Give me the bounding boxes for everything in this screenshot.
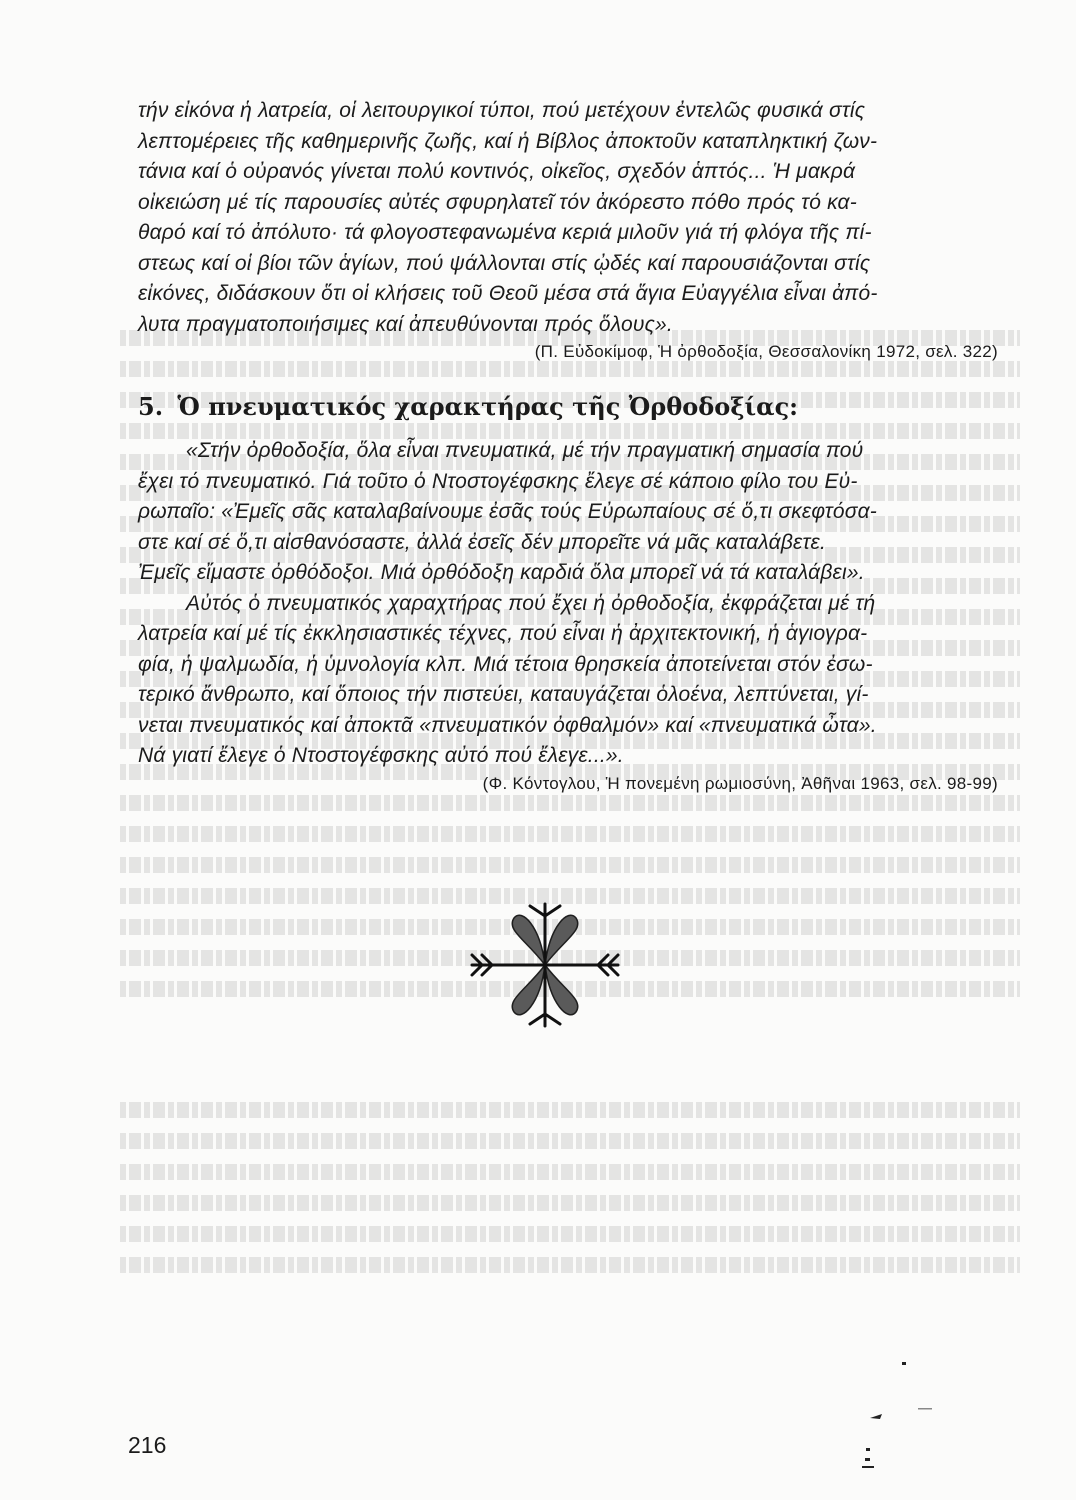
text-line: λατρεία καί μέ τίς ἐκκλησιαστικές τέχνες, πού εἶναι ἡ ἀρχιτεκτονική, ἡ ἁγιογρα- [138, 622, 868, 645]
page-number: 216 [128, 1432, 167, 1458]
quote-paragraph-kontoglou [138, 436, 998, 794]
text-line: Ἐμεῖς εἴμαστε ὀρθόδοξοι. Μιά ὀρθόδοξη καρδιά ὅλα μπορεῖ νά τά καταλάβει». [138, 561, 865, 584]
section-heading [138, 392, 798, 421]
cross-flower-ornament-icon [466, 900, 624, 1030]
citation-evdokimov: (Π. Εὐδοκίμοφ, Ἡ ὀρθοδοξία, Θεσσαλονίκη 1972, σελ. 322) [534, 342, 998, 361]
section-number: 5. [138, 392, 164, 421]
text-line: στεως καί οἱ βίοι τῶν ἁγίων, πού ψάλλονται στίς ᾠδές καί παρουσιάζονται στίς [138, 251, 871, 275]
text-line: τάνια καί ὁ οὐρανός γίνεται πολύ κοντινός, οἰκεῖος, σχεδόν ἁπτός... Ἡ μακρά [138, 160, 856, 183]
text-line: φία, ἡ ψαλμωδία, ἡ ὑμνολογία κλπ. Μιά τέτοια θρησκεία ἀποτείνεται στόν ἐσω- [138, 652, 873, 676]
text-line: εἰκόνες, διδάσκουν ὅτι οἱ κλήσεις τοῦ Θεοῦ μέσα στά ἅγια Εὐαγγέλια εἶναι ἀπό- [138, 282, 878, 305]
page-marks-decoration [860, 1360, 940, 1470]
text-line: λεπτομέρειες τῆς καθημερινῆς ζωῆς, καί ἡ Βίβλος ἀποκτοῦν καταπληκτική ζων- [138, 129, 878, 153]
text-line: στε καί σέ ὅ,τι αἰσθανόσαστε, ἀλλά ἐσεῖς δέν μπορεῖτε νά μᾶς καταλάβετε. [138, 530, 826, 554]
quote-paragraph-evdokimov [138, 96, 998, 362]
text-line: λυτα πραγματοποιήσιμες καί ἀπευθύνονται πρός ὅλους». [138, 312, 673, 336]
section-title: Ὁ πνευματικός χαρακτήρας τῆς Ὀρθοδοξίας: [177, 392, 799, 421]
text-line: «Στήν ὀρθοδοξία, ὅλα εἶναι πνευματικά, μέ τήν πραγματική σημασία πού [186, 439, 864, 462]
citation-kontoglou: (Φ. Κόντογλου, Ἡ πονεμένη ρωμιοσύνη, Ἀθῆναι 1963, σελ. 98-99) [482, 773, 998, 793]
text-line: θαρό καί τό ἀπόλυτο· τά φλογοστεφανωμένα κεριά μιλοῦν γιά τή φλόγα τῆς πί- [138, 221, 872, 244]
text-line: Νά γιατί ἔλεγε ὁ Ντοστογέφσκης αὐτό πού ἔλεγε...». [138, 744, 624, 767]
text-line: ἔχει τό πνευματικό. Γιά τοῦτο ὁ Ντοστογέφσκης ἔλεγε σέ κάποιο φίλο του Εὐ- [138, 469, 858, 493]
text-line: οἰκειώση μέ τίς παρουσίες αὐτές σφυρηλατεῖ τόν ἀκόρεστο πόθο πρός τό κα- [138, 190, 857, 214]
text-line: νεται πνευματικός καί ἀποκτᾶ «πνευματικόν ὀφθαλμόν» καί «πνευματικά ὦτα». [138, 713, 877, 737]
text-line: Αὐτός ὁ πνευματικός χαραχτήρας πού ἔχει ἡ ὀρθοδοξία, ἐκφράζεται μέ τή [186, 591, 876, 615]
text-line: ρωπαῖο: «Ἐμεῖς σᾶς καταλαβαίνουμε ἐσᾶς τούς Εὐρωπαίους σέ ὅ,τι σκεφτόσα- [138, 500, 877, 523]
text-line: τερικό ἄνθρωπο, καί ὅποιος τήν πιστεύει, καταυγάζεται ὁλοένα, λεπτύνεται, γί- [138, 683, 869, 706]
text-line: τήν εἰκόνα ἡ λατρεία, οἱ λειτουργικοί τύποι, πού μετέχουν ἐντελῶς φυσικά στίς [138, 99, 866, 122]
